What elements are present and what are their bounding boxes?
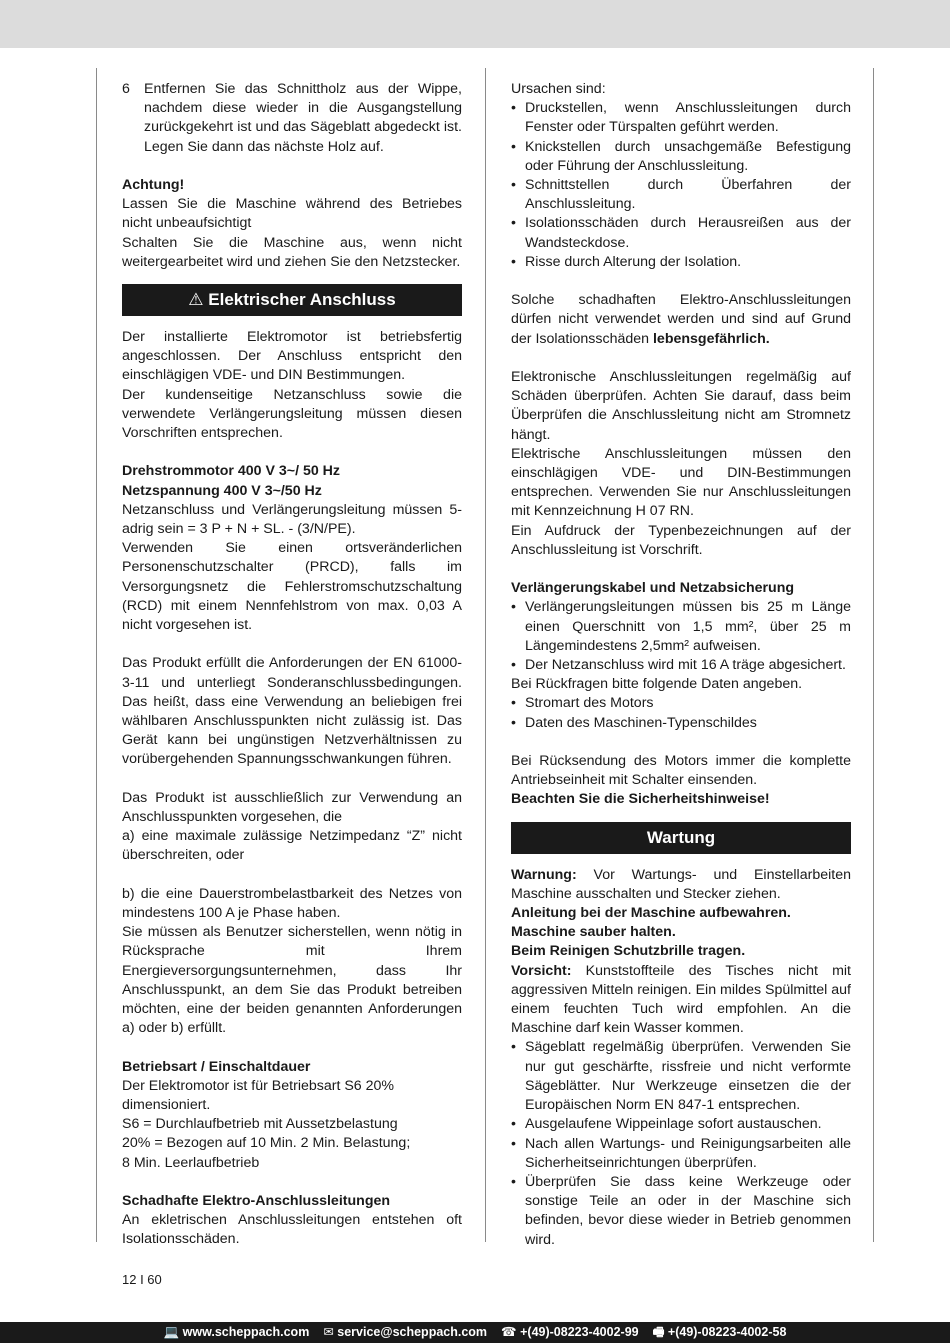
fax-icon: 🖷 — [652, 1325, 665, 1339]
footer-web-text: www.scheppach.com — [182, 1325, 310, 1339]
paragraph: Ein Aufdruck der Typenbezeichnungen auf der Anschlussleitung ist Vorschrift. — [511, 522, 851, 558]
list-item: • Risse durch Alterung der Isolation. — [511, 253, 851, 272]
list-item: • Schnittstellen durch Überfahren der Anschlussleitung. — [511, 176, 851, 214]
paragraph: 20% = Bezogen auf 10 Min. 2 Min. Belastung; — [122, 1135, 411, 1152]
computer-icon: 💻 — [163, 1325, 180, 1339]
paragraph: An ekletrischen Anschlussleitungen entstehen oft Isolationsschäden. — [122, 1212, 462, 1248]
achtung-text-2: Schalten Sie die Maschine aus, wenn nicht weitergearbeitet wird und ziehen Sie den Netzstecker. — [122, 234, 462, 270]
footer-phone-text: +(49)-08223-4002-99 — [520, 1325, 639, 1339]
footer-fax — [653, 1322, 787, 1343]
list-item: • Daten des Maschinen-Typenschildes — [511, 714, 851, 733]
paragraph: 8 Min. Leerlaufbetrieb — [122, 1154, 260, 1171]
bold-line: Anleitung bei der Maschine aufbewahren. — [511, 905, 791, 922]
warnung-label: Warnung: — [511, 866, 577, 883]
list-item: • Überprüfen Sie dass keine Werkzeuge oder sonstige Teile an oder in der Maschine sich befinden, bevor diese wieder in Betrieb genommen wird. — [511, 1173, 851, 1250]
list-item: • Ausgelaufene Wippeinlage sofort austauschen. — [511, 1115, 851, 1134]
footer-web[interactable] — [164, 1322, 310, 1343]
section-heading-wartung — [511, 822, 851, 854]
bold-line: Beim Reinigen Schutzbrille tragen. — [511, 943, 746, 960]
verlaengerung-list — [511, 598, 851, 675]
right-margin-rule — [873, 68, 874, 1242]
paragraph: Verwenden Sie einen ortsveränderlichen Personenschutzschalter (PRCD), falls im Versorgungsnetz die Fehlerstromschutzschaltung (RCD) mit einem Nennfehlstrom von max. 0,03 A nicht vorgesehen ist. — [122, 540, 462, 634]
paragraph: Sie müssen als Benutzer sicherstellen, wenn nötig in Rücksprache mit Ihrem Energieversorgungsunternehmen, dass Ihr Anschlusspunkt, an dem Sie das Produkt betreiben möchten, eine der beiden genannten Anforderungen a) oder b) erfüllt. — [122, 924, 462, 1037]
warnung-text: Vor Wartungs- und Einstellarbeiten Maschine ausschalten und Stecker ziehen. — [511, 866, 851, 902]
beachten-bold: Beachten Sie die Sicherheitshinweise! — [511, 791, 770, 808]
warning-triangle-icon: ⚠ — [188, 290, 204, 310]
motor-heading-2: Netzspannung 400 V 3~/50 Hz — [122, 482, 322, 499]
section-title: Wartung — [646, 827, 716, 847]
paragraph: S6 = Durchlaufbetrieb mit Aussetzbelastung — [122, 1116, 398, 1133]
left-margin-rule — [96, 68, 97, 1242]
footer-mail-text: service@scheppach.com — [337, 1325, 488, 1339]
ursachen-label: Ursachen sind: — [511, 81, 606, 97]
rueckfragen-list — [511, 694, 851, 732]
step-6 — [122, 80, 462, 157]
phone-icon: ☎ — [501, 1325, 517, 1339]
list-item: • Nach allen Wartungs- und Reinigungsarbeiten alle Sicherheitseinrichtungen überprüfen. — [511, 1135, 851, 1173]
vorsicht-label: Vorsicht: — [511, 962, 572, 979]
betriebsart-heading: Betriebsart / Einschaltdauer — [122, 1058, 311, 1075]
list-item: • Sägeblatt regelmäßig überprüfen. Verwenden Sie nur gut geschärfte, rissfreie und nicht verformte Sägeblätter. Nur Werkzeuge einsetzen die der Europäischen Norm EN 847-1 entsprechen. — [511, 1038, 851, 1115]
paragraph: Elektronische Anschlussleitungen regelmäßig auf Schäden überprüfen. Achten Sie darauf, dass beim Überprüfen die Anschlussleitung nicht am Stromnetz hängt. — [511, 369, 851, 443]
top-bar — [0, 0, 950, 48]
paragraph: Netzanschluss und Verlängerungsleitung müssen 5-adrig sein = 3 P + N + SL. - (3/N/PE). — [122, 501, 462, 538]
motor-heading-1: Drehstrommotor 400 V 3~/ 50 Hz — [122, 463, 341, 480]
paragraph: Das Produkt ist ausschließlich zur Verwendung an Anschlusspunkten vorgesehen, die — [122, 789, 462, 826]
mail-icon: ✉ — [323, 1325, 334, 1339]
step-number: 6 — [122, 81, 130, 97]
achtung-heading: Achtung! — [122, 177, 185, 193]
solche-text: Solche schadhaften Elektro-Anschlussleitungen dürfen nicht verwendet werden und sind auf Grund der Isolationsschäden — [511, 292, 851, 347]
left-column — [122, 80, 462, 1250]
paragraph — [511, 962, 851, 1039]
footer-phone — [501, 1322, 639, 1343]
vorsicht-text: Kunststoffteile des Tisches nicht mit aggressiven Mitteln reinigen. Ein mildes Spülmittel auf einem feuchten Tuch wird empfohlen. An die Maschine darf kein Wasser kommen. — [511, 962, 851, 1037]
paragraph: Bei Rücksendung des Motors immer die komplette Antriebseinheit mit Schalter einsenden. — [511, 753, 851, 789]
section-title: Elektrischer Anschluss — [208, 290, 396, 310]
footer-bar — [0, 1322, 950, 1343]
paragraph — [511, 291, 851, 349]
bold-line: Maschine sauber halten. — [511, 924, 676, 941]
page-number: 12 I 60 — [122, 1272, 162, 1287]
paragraph: Der kundenseitige Netzanschluss sowie die verwendete Verlängerungsleitung müssen diesen Vorschriften entsprechen. — [122, 386, 462, 442]
list-item: • Der Netzanschluss wird mit 16 A träge abgesichert. — [511, 656, 851, 675]
verlaengerung-heading: Verlängerungskabel und Netzabsicherung — [511, 580, 795, 597]
list-item: • Druckstellen, wenn Anschlussleitungen durch Fenster oder Türspalten geführt werden. — [511, 99, 851, 137]
center-column-rule — [485, 68, 486, 1242]
paragraph: Der Elektromotor ist für Betriebsart S6 20% dimensioniert. — [122, 1077, 395, 1114]
section-heading-elektrischer-anschluss — [122, 284, 462, 316]
achtung-text-1: Lassen Sie die Maschine während des Betriebes nicht unbeaufsichtigt — [122, 196, 462, 232]
paragraph: Elektrische Anschlussleitungen müssen den einschlägigen VDE- und DIN-Bestimmungen entsprechen. Verwenden Sie nur Anschlussleitungen mit Kennzeichnung H 07 RN. — [511, 445, 851, 520]
paragraph: a) eine maximale zulässige Netzimpedanz “Z” nicht überschreiten, oder — [122, 828, 462, 864]
schadhafte-heading: Schadhafte Elektro-Anschlussleitungen — [122, 1193, 391, 1210]
list-item: • Knickstellen durch unsachgemäße Befestigung oder Führung der Anschlussleitung. — [511, 138, 851, 176]
list-item: • Isolationsschäden durch Herausreißen aus der Wandsteckdose. — [511, 214, 851, 252]
list-item: • Stromart des Motors — [511, 694, 851, 713]
right-column — [511, 80, 851, 1250]
list-item: • Verlängerungsleitungen müssen bis 25 m Länge einen Querschnitt von 1,5 mm², über 25 m Längemindestens 2,5mm² aufweisen. — [511, 598, 851, 656]
step-text: Entfernen Sie das Schnittholz aus der Wippe, nachdem diese wieder in die Ausgangstellung zurückgekehrt ist und das Sägeblatt abgedeckt ist. Legen Sie dann das nächste Holz auf. — [144, 81, 462, 155]
ursachen-list — [511, 99, 851, 272]
paragraph: Bei Rückfragen bitte folgende Daten angeben. — [511, 676, 803, 693]
paragraph: b) die eine Dauerstrombelastbarkeit des Netzes von mindestens 100 A je Phase haben. — [122, 885, 462, 922]
wartung-list — [511, 1038, 851, 1249]
paragraph: Der installierte Elektromotor ist betriebsfertig angeschlossen. Der Anschluss entspricht den einschlägigen VDE- und DIN Bestimmungen. — [122, 329, 462, 384]
footer-mail[interactable] — [323, 1322, 487, 1343]
footer-fax-text: +(49)-08223-4002-58 — [667, 1325, 787, 1339]
lebensgefaehrlich-bold: lebensgefährlich. — [652, 330, 770, 347]
paragraph: Das Produkt erfüllt die Anforderungen der EN 61000-3-11 und unterliegt Sonderanschlussbedingungen. Das heißt, dass eine Verwendung an beliebigen frei wählbaren Anschlusspunkten nicht zulässig ist. Das Gerät kann bei ungünstigen Netzverhältnissen zu vorübergehenden Spannungsschwankungen führen. — [122, 655, 462, 768]
paragraph — [511, 866, 851, 904]
